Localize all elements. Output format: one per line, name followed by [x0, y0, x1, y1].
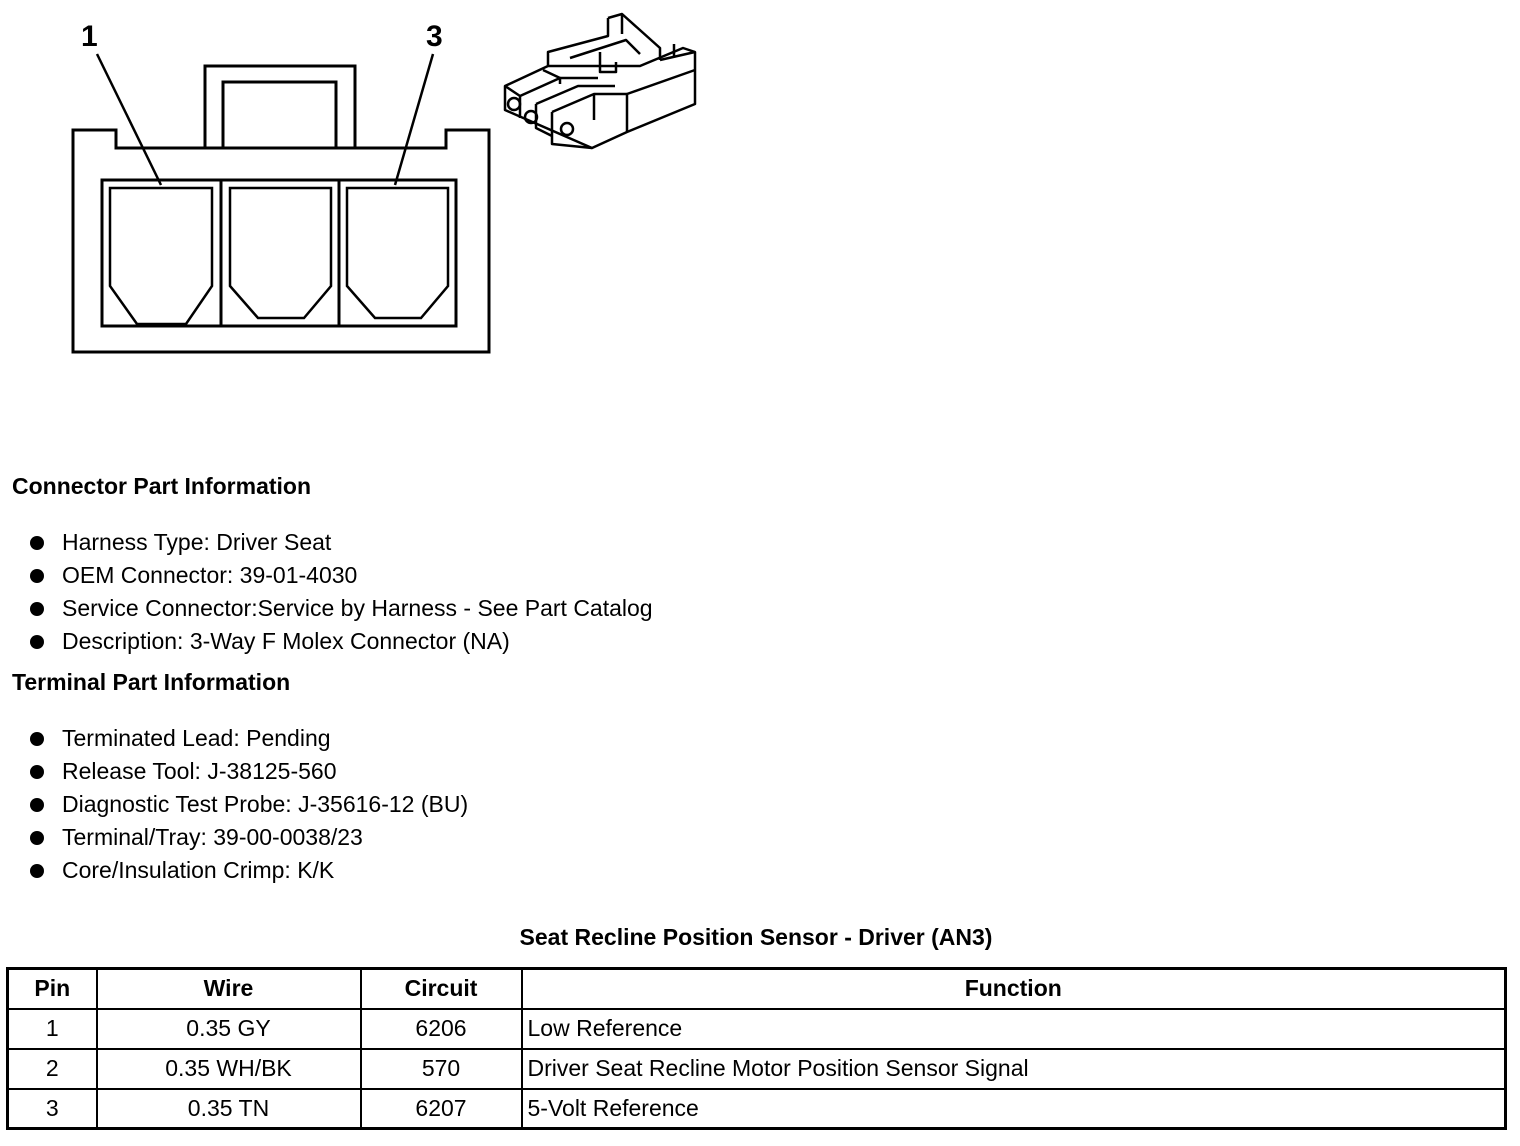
header-wire: Wire [97, 969, 361, 1009]
list-item: OEM Connector: 39-01-4030 [28, 559, 653, 592]
header-function: Function [522, 969, 1506, 1009]
cell-pin: 2 [8, 1049, 97, 1089]
connector-diagram [0, 0, 760, 370]
list-item: Service Connector:Service by Harness - See Part Catalog [28, 592, 653, 625]
cell-pin: 1 [8, 1009, 97, 1049]
pin-3-callout: 3 [426, 20, 443, 53]
cell-wire: 0.35 GY [97, 1009, 361, 1049]
cell-function: 5-Volt Reference [522, 1089, 1506, 1129]
connector-info-list [28, 526, 653, 658]
header-circuit: Circuit [361, 969, 522, 1009]
connector-info-title: Connector Part Information [12, 473, 312, 499]
table-row [8, 1049, 1506, 1089]
table-caption: Seat Recline Position Sensor - Driver (AN3) [519, 924, 993, 950]
list-item: Terminated Lead: Pending [28, 722, 468, 755]
list-item: Release Tool: J-38125-560 [28, 755, 468, 788]
bullet-icon [30, 602, 44, 616]
cell-wire: 0.35 WH/BK [97, 1049, 361, 1089]
bullet-icon [30, 798, 44, 812]
list-item: Terminal/Tray: 39-00-0038/23 [28, 821, 468, 854]
cell-circuit: 6207 [361, 1089, 522, 1129]
terminal-info-title: Terminal Part Information [12, 669, 291, 695]
bullet-icon [30, 732, 44, 746]
cell-circuit: 570 [361, 1049, 522, 1089]
bullet-icon [30, 864, 44, 878]
table-row [8, 1089, 1506, 1129]
bullet-icon [30, 536, 44, 550]
pin-table [6, 967, 1507, 1130]
table-row [8, 1009, 1506, 1049]
bullet-icon [30, 765, 44, 779]
pin-1-callout: 1 [81, 20, 98, 53]
bullet-icon [30, 569, 44, 583]
cell-function: Driver Seat Recline Motor Position Sensor Signal [522, 1049, 1506, 1089]
list-item: Diagnostic Test Probe: J-35616-12 (BU) [28, 788, 468, 821]
header-pin: Pin [8, 969, 97, 1009]
cell-wire: 0.35 TN [97, 1089, 361, 1129]
cell-pin: 3 [8, 1089, 97, 1129]
cell-function: Low Reference [522, 1009, 1506, 1049]
cell-circuit: 6206 [361, 1009, 522, 1049]
list-item: Harness Type: Driver Seat [28, 526, 653, 559]
terminal-info-list [28, 722, 468, 887]
list-item: Description: 3-Way F Molex Connector (NA) [28, 625, 653, 658]
bullet-icon [30, 635, 44, 649]
table-header-row [8, 969, 1506, 1009]
list-item: Core/Insulation Crimp: K/K [28, 854, 468, 887]
bullet-icon [30, 831, 44, 845]
